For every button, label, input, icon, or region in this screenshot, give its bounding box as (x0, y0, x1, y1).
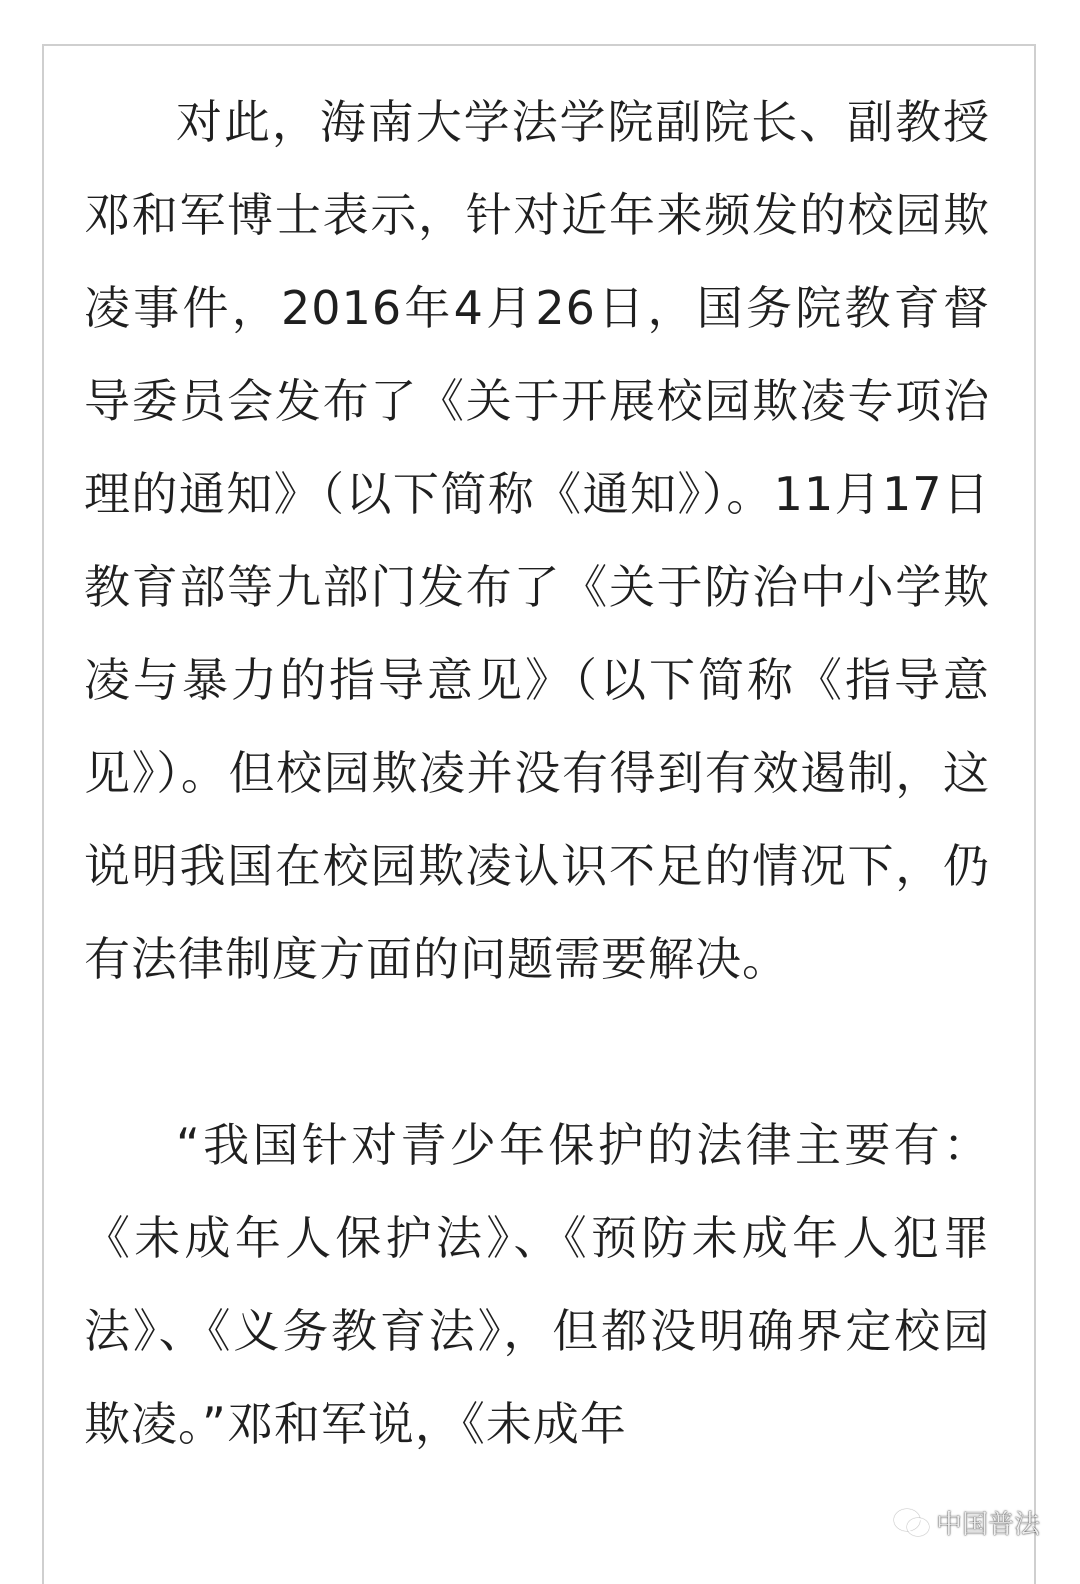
article-paragraph-1: 对此，海南大学法学院副院长、副教授邓和军博士表示，针对近年来频发的校园欺凌事件，2016年4月26日，国务院教育督导委员会发布了《关于开展校园欺凌专项治理的通知》（以下简称《通知》）。11月17日教育部等九部门发布了《关于防治中小学欺凌与暴力的指导意见》（以下简称《指导意见》）。但校园欺凌并没有得到有效遏制，这说明我国在校园欺凌认识不足的情况下，仍有法律制度方面的问题需要解决。 (84, 95, 990, 986)
article-paragraph-2: “我国针对青少年保护的法律主要有：《未成年人保护法》、《预防未成年人犯罪法》、《义务教育法》，但都没明确界定校园欺凌。”邓和军说，《未成年 (84, 1118, 990, 1451)
watermark-text: 中国普法 (936, 1509, 1041, 1540)
article-body (84, 76, 990, 1471)
